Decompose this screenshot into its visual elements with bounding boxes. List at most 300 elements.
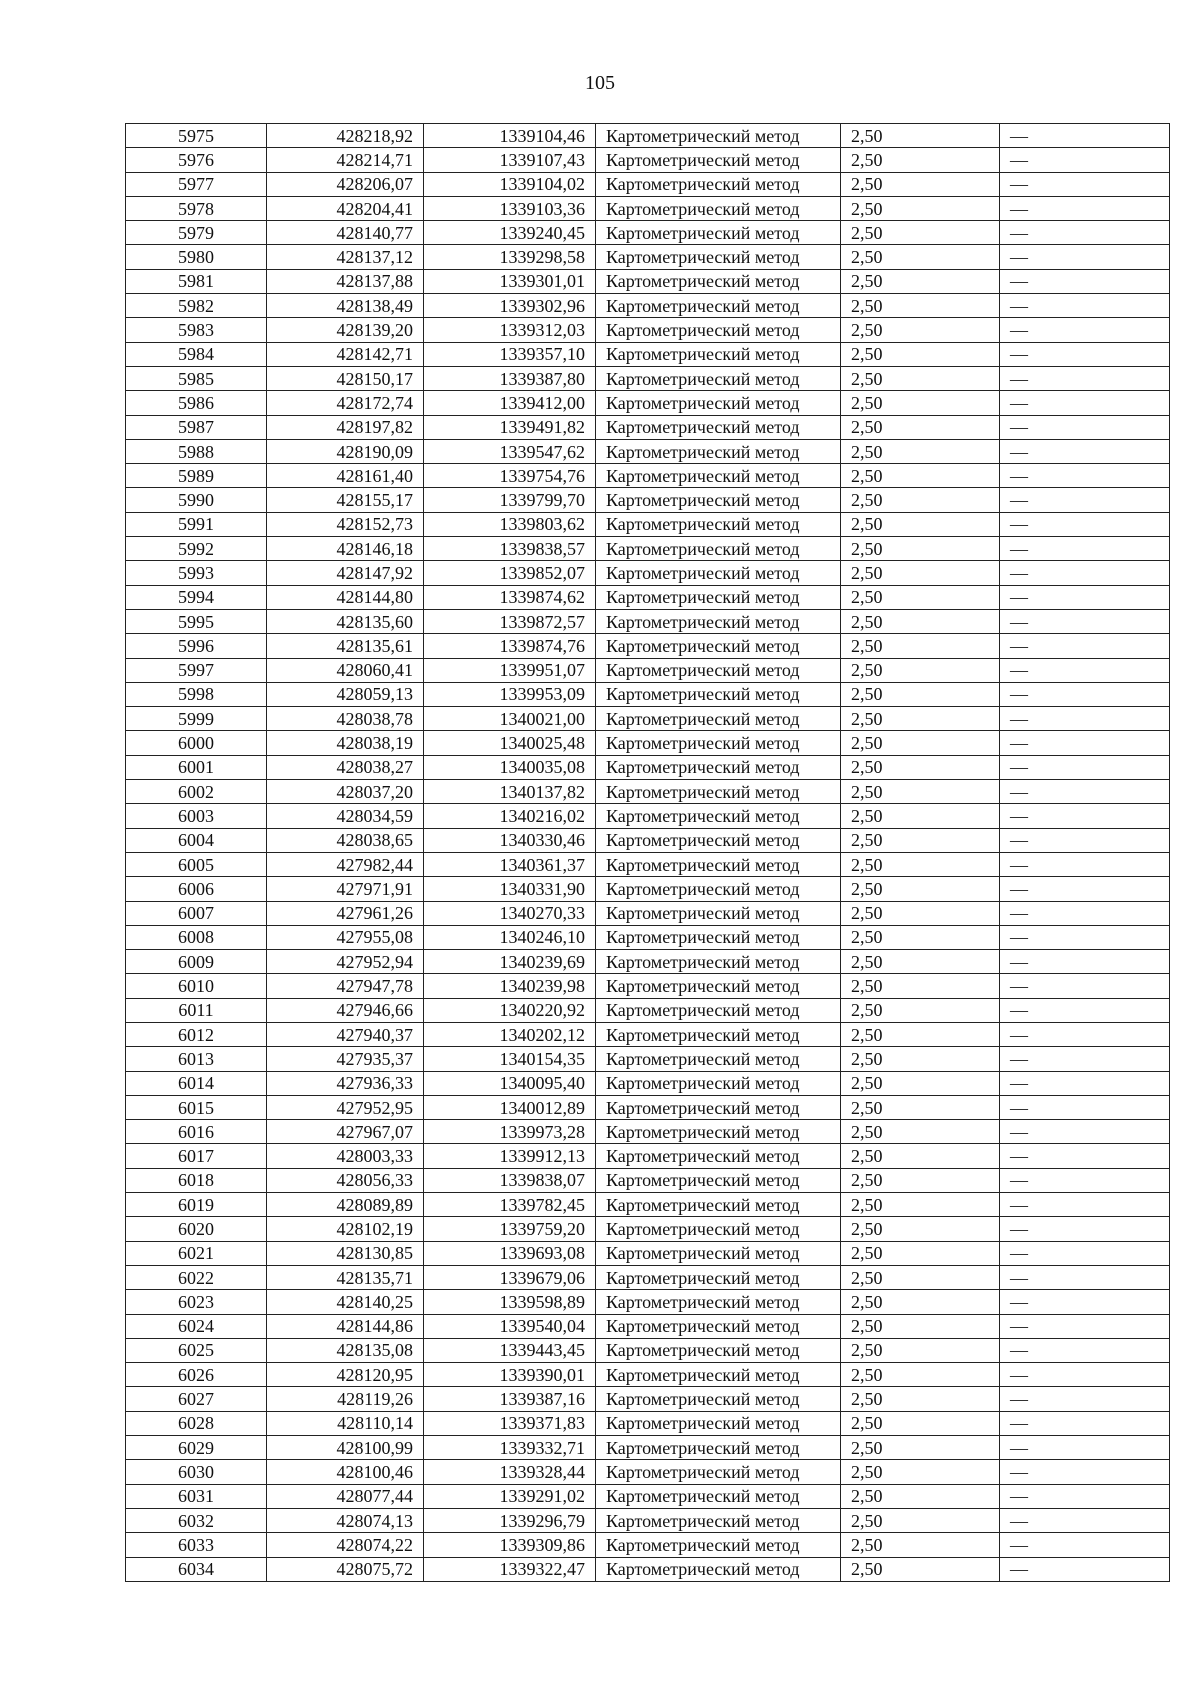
- description-cell: —: [1000, 634, 1170, 658]
- accuracy-cell: 2,50: [841, 512, 1000, 536]
- accuracy-cell: 2,50: [841, 464, 1000, 488]
- x-coordinate-cell: 428147,92: [267, 561, 424, 585]
- x-coordinate-cell: 428135,08: [267, 1338, 424, 1362]
- method-cell: Картометрический метод: [596, 1047, 841, 1071]
- table-row: [126, 1436, 1170, 1460]
- table-row: [126, 585, 1170, 609]
- accuracy-cell: 2,50: [841, 1217, 1000, 1241]
- accuracy-cell: 2,50: [841, 1241, 1000, 1265]
- table-row: [126, 148, 1170, 172]
- y-coordinate-cell: 1339874,76: [424, 634, 596, 658]
- description-cell: —: [1000, 1508, 1170, 1532]
- description-cell: —: [1000, 950, 1170, 974]
- description-cell: —: [1000, 974, 1170, 998]
- y-coordinate-cell: 1339387,80: [424, 366, 596, 390]
- x-coordinate-cell: 428135,60: [267, 609, 424, 633]
- table-row: [126, 221, 1170, 245]
- point-number-cell: 6016: [126, 1120, 267, 1144]
- accuracy-cell: 2,50: [841, 1460, 1000, 1484]
- method-cell: Картометрический метод: [596, 1120, 841, 1144]
- x-coordinate-cell: 428038,78: [267, 707, 424, 731]
- accuracy-cell: 2,50: [841, 682, 1000, 706]
- y-coordinate-cell: 1339302,96: [424, 294, 596, 318]
- point-number-cell: 6005: [126, 852, 267, 876]
- table-row: [126, 877, 1170, 901]
- description-cell: —: [1000, 1022, 1170, 1046]
- description-cell: —: [1000, 1533, 1170, 1557]
- method-cell: Картометрический метод: [596, 1193, 841, 1217]
- x-coordinate-cell: 428059,13: [267, 682, 424, 706]
- method-cell: Картометрический метод: [596, 755, 841, 779]
- accuracy-cell: 2,50: [841, 294, 1000, 318]
- x-coordinate-cell: 428056,33: [267, 1168, 424, 1192]
- accuracy-cell: 2,50: [841, 877, 1000, 901]
- accuracy-cell: 2,50: [841, 1484, 1000, 1508]
- method-cell: Картометрический метод: [596, 537, 841, 561]
- x-coordinate-cell: 427971,91: [267, 877, 424, 901]
- description-cell: —: [1000, 245, 1170, 269]
- point-number-cell: 6003: [126, 804, 267, 828]
- point-number-cell: 5992: [126, 537, 267, 561]
- point-number-cell: 6013: [126, 1047, 267, 1071]
- accuracy-cell: 2,50: [841, 1071, 1000, 1095]
- y-coordinate-cell: 1339240,45: [424, 221, 596, 245]
- x-coordinate-cell: 428075,72: [267, 1557, 424, 1581]
- y-coordinate-cell: 1339291,02: [424, 1484, 596, 1508]
- description-cell: —: [1000, 585, 1170, 609]
- y-coordinate-cell: 1340331,90: [424, 877, 596, 901]
- x-coordinate-cell: 428139,20: [267, 318, 424, 342]
- point-number-cell: 5975: [126, 124, 267, 148]
- method-cell: Картометрический метод: [596, 1095, 841, 1119]
- point-number-cell: 6002: [126, 780, 267, 804]
- accuracy-cell: 2,50: [841, 1168, 1000, 1192]
- y-coordinate-cell: 1339387,16: [424, 1387, 596, 1411]
- table-row: [126, 196, 1170, 220]
- method-cell: Картометрический метод: [596, 561, 841, 585]
- description-cell: —: [1000, 828, 1170, 852]
- accuracy-cell: 2,50: [841, 1387, 1000, 1411]
- accuracy-cell: 2,50: [841, 828, 1000, 852]
- method-cell: Картометрический метод: [596, 1557, 841, 1581]
- table-row: [126, 1120, 1170, 1144]
- table-row: [126, 1557, 1170, 1581]
- accuracy-cell: 2,50: [841, 658, 1000, 682]
- y-coordinate-cell: 1339328,44: [424, 1460, 596, 1484]
- accuracy-cell: 2,50: [841, 1144, 1000, 1168]
- point-number-cell: 5994: [126, 585, 267, 609]
- x-coordinate-cell: 428144,86: [267, 1314, 424, 1338]
- method-cell: Картометрический метод: [596, 1460, 841, 1484]
- x-coordinate-cell: 428204,41: [267, 196, 424, 220]
- point-number-cell: 5999: [126, 707, 267, 731]
- x-coordinate-cell: 428161,40: [267, 464, 424, 488]
- point-number-cell: 6012: [126, 1022, 267, 1046]
- y-coordinate-cell: 1339103,36: [424, 196, 596, 220]
- description-cell: —: [1000, 1241, 1170, 1265]
- x-coordinate-cell: 428206,07: [267, 172, 424, 196]
- method-cell: Картометрический метод: [596, 877, 841, 901]
- point-number-cell: 6032: [126, 1508, 267, 1532]
- description-cell: —: [1000, 1314, 1170, 1338]
- y-coordinate-cell: 1339693,08: [424, 1241, 596, 1265]
- accuracy-cell: 2,50: [841, 901, 1000, 925]
- method-cell: Картометрический метод: [596, 1290, 841, 1314]
- accuracy-cell: 2,50: [841, 1265, 1000, 1289]
- x-coordinate-cell: 427967,07: [267, 1120, 424, 1144]
- y-coordinate-cell: 1339852,07: [424, 561, 596, 585]
- table-row: [126, 512, 1170, 536]
- accuracy-cell: 2,50: [841, 1314, 1000, 1338]
- method-cell: Картометрический метод: [596, 1411, 841, 1435]
- table-row: [126, 755, 1170, 779]
- accuracy-cell: 2,50: [841, 221, 1000, 245]
- y-coordinate-cell: 1339322,47: [424, 1557, 596, 1581]
- accuracy-cell: 2,50: [841, 950, 1000, 974]
- method-cell: Картометрический метод: [596, 391, 841, 415]
- y-coordinate-cell: 1339443,45: [424, 1338, 596, 1362]
- table-row: [126, 925, 1170, 949]
- description-cell: —: [1000, 1387, 1170, 1411]
- point-number-cell: 6034: [126, 1557, 267, 1581]
- table-row: [126, 1047, 1170, 1071]
- x-coordinate-cell: 428110,14: [267, 1411, 424, 1435]
- point-number-cell: 5996: [126, 634, 267, 658]
- y-coordinate-cell: 1340330,46: [424, 828, 596, 852]
- accuracy-cell: 2,50: [841, 391, 1000, 415]
- method-cell: Картометрический метод: [596, 1071, 841, 1095]
- method-cell: Картометрический метод: [596, 682, 841, 706]
- point-number-cell: 6001: [126, 755, 267, 779]
- table-row: [126, 1484, 1170, 1508]
- point-number-cell: 6031: [126, 1484, 267, 1508]
- page-number: 105: [585, 72, 615, 94]
- x-coordinate-cell: 428089,89: [267, 1193, 424, 1217]
- x-coordinate-cell: 428137,88: [267, 269, 424, 293]
- method-cell: Картометрический метод: [596, 342, 841, 366]
- x-coordinate-cell: 428197,82: [267, 415, 424, 439]
- y-coordinate-cell: 1340137,82: [424, 780, 596, 804]
- accuracy-cell: 2,50: [841, 318, 1000, 342]
- description-cell: —: [1000, 196, 1170, 220]
- description-cell: —: [1000, 1460, 1170, 1484]
- accuracy-cell: 2,50: [841, 196, 1000, 220]
- point-number-cell: 6026: [126, 1363, 267, 1387]
- y-coordinate-cell: 1339679,06: [424, 1265, 596, 1289]
- description-cell: —: [1000, 852, 1170, 876]
- table-row: [126, 1193, 1170, 1217]
- y-coordinate-cell: 1339371,83: [424, 1411, 596, 1435]
- method-cell: Картометрический метод: [596, 780, 841, 804]
- x-coordinate-cell: 428214,71: [267, 148, 424, 172]
- accuracy-cell: 2,50: [841, 1095, 1000, 1119]
- x-coordinate-cell: 428218,92: [267, 124, 424, 148]
- description-cell: —: [1000, 1557, 1170, 1581]
- method-cell: Картометрический метод: [596, 852, 841, 876]
- point-number-cell: 5998: [126, 682, 267, 706]
- description-cell: —: [1000, 658, 1170, 682]
- x-coordinate-cell: 428140,25: [267, 1290, 424, 1314]
- point-number-cell: 6023: [126, 1290, 267, 1314]
- table-row: [126, 1338, 1170, 1362]
- point-number-cell: 5982: [126, 294, 267, 318]
- x-coordinate-cell: 428146,18: [267, 537, 424, 561]
- table-row: [126, 901, 1170, 925]
- method-cell: Картометрический метод: [596, 1265, 841, 1289]
- description-cell: —: [1000, 172, 1170, 196]
- y-coordinate-cell: 1339754,76: [424, 464, 596, 488]
- x-coordinate-cell: 428119,26: [267, 1387, 424, 1411]
- x-coordinate-cell: 428077,44: [267, 1484, 424, 1508]
- x-coordinate-cell: 428135,61: [267, 634, 424, 658]
- y-coordinate-cell: 1340202,12: [424, 1022, 596, 1046]
- point-number-cell: 5984: [126, 342, 267, 366]
- accuracy-cell: 2,50: [841, 998, 1000, 1022]
- description-cell: —: [1000, 391, 1170, 415]
- accuracy-cell: 2,50: [841, 415, 1000, 439]
- y-coordinate-cell: 1339412,00: [424, 391, 596, 415]
- description-cell: —: [1000, 755, 1170, 779]
- method-cell: Картометрический метод: [596, 148, 841, 172]
- point-number-cell: 6004: [126, 828, 267, 852]
- point-number-cell: 6009: [126, 950, 267, 974]
- point-number-cell: 6017: [126, 1144, 267, 1168]
- method-cell: Картометрический метод: [596, 1363, 841, 1387]
- description-cell: —: [1000, 1071, 1170, 1095]
- table-row: [126, 1241, 1170, 1265]
- y-coordinate-cell: 1340025,48: [424, 731, 596, 755]
- table-row: [126, 294, 1170, 318]
- table-row: [126, 1022, 1170, 1046]
- method-cell: Картометрический метод: [596, 1387, 841, 1411]
- x-coordinate-cell: 427952,94: [267, 950, 424, 974]
- table-row: [126, 634, 1170, 658]
- description-cell: —: [1000, 925, 1170, 949]
- method-cell: Картометрический метод: [596, 1022, 841, 1046]
- point-number-cell: 5993: [126, 561, 267, 585]
- method-cell: Картометрический метод: [596, 124, 841, 148]
- accuracy-cell: 2,50: [841, 1533, 1000, 1557]
- table-row: [126, 828, 1170, 852]
- x-coordinate-cell: 427947,78: [267, 974, 424, 998]
- table-row: [126, 172, 1170, 196]
- description-cell: —: [1000, 415, 1170, 439]
- description-cell: —: [1000, 1095, 1170, 1119]
- accuracy-cell: 2,50: [841, 124, 1000, 148]
- accuracy-cell: 2,50: [841, 172, 1000, 196]
- description-cell: —: [1000, 439, 1170, 463]
- x-coordinate-cell: 428150,17: [267, 366, 424, 390]
- y-coordinate-cell: 1339301,01: [424, 269, 596, 293]
- description-cell: —: [1000, 780, 1170, 804]
- accuracy-cell: 2,50: [841, 634, 1000, 658]
- point-number-cell: 5989: [126, 464, 267, 488]
- description-cell: —: [1000, 707, 1170, 731]
- table-row: [126, 1508, 1170, 1532]
- accuracy-cell: 2,50: [841, 609, 1000, 633]
- point-number-cell: 6029: [126, 1436, 267, 1460]
- accuracy-cell: 2,50: [841, 1193, 1000, 1217]
- accuracy-cell: 2,50: [841, 731, 1000, 755]
- x-coordinate-cell: 428138,49: [267, 294, 424, 318]
- y-coordinate-cell: 1340220,92: [424, 998, 596, 1022]
- method-cell: Картометрический метод: [596, 294, 841, 318]
- point-number-cell: 6015: [126, 1095, 267, 1119]
- x-coordinate-cell: 428190,09: [267, 439, 424, 463]
- point-number-cell: 6018: [126, 1168, 267, 1192]
- method-cell: Картометрический метод: [596, 1338, 841, 1362]
- description-cell: —: [1000, 342, 1170, 366]
- table-row: [126, 1217, 1170, 1241]
- description-cell: —: [1000, 1265, 1170, 1289]
- y-coordinate-cell: 1339357,10: [424, 342, 596, 366]
- point-number-cell: 6020: [126, 1217, 267, 1241]
- accuracy-cell: 2,50: [841, 925, 1000, 949]
- accuracy-cell: 2,50: [841, 755, 1000, 779]
- y-coordinate-cell: 1340035,08: [424, 755, 596, 779]
- description-cell: —: [1000, 512, 1170, 536]
- accuracy-cell: 2,50: [841, 148, 1000, 172]
- table-row: [126, 488, 1170, 512]
- y-coordinate-cell: 1340095,40: [424, 1071, 596, 1095]
- y-coordinate-cell: 1339838,57: [424, 537, 596, 561]
- x-coordinate-cell: 428034,59: [267, 804, 424, 828]
- table-row: [126, 974, 1170, 998]
- table-row: [126, 1144, 1170, 1168]
- description-cell: —: [1000, 148, 1170, 172]
- point-number-cell: 6030: [126, 1460, 267, 1484]
- x-coordinate-cell: 428137,12: [267, 245, 424, 269]
- method-cell: Картометрический метод: [596, 245, 841, 269]
- method-cell: Картометрический метод: [596, 1533, 841, 1557]
- y-coordinate-cell: 1339759,20: [424, 1217, 596, 1241]
- method-cell: Картометрический метод: [596, 366, 841, 390]
- method-cell: Картометрический метод: [596, 1168, 841, 1192]
- description-cell: —: [1000, 877, 1170, 901]
- point-number-cell: 6033: [126, 1533, 267, 1557]
- accuracy-cell: 2,50: [841, 1290, 1000, 1314]
- table-row: [126, 731, 1170, 755]
- x-coordinate-cell: 428037,20: [267, 780, 424, 804]
- method-cell: Картометрический метод: [596, 488, 841, 512]
- point-number-cell: 5981: [126, 269, 267, 293]
- x-coordinate-cell: 428102,19: [267, 1217, 424, 1241]
- y-coordinate-cell: 1339973,28: [424, 1120, 596, 1144]
- point-number-cell: 6027: [126, 1387, 267, 1411]
- point-number-cell: 6021: [126, 1241, 267, 1265]
- point-number-cell: 6007: [126, 901, 267, 925]
- x-coordinate-cell: 427946,66: [267, 998, 424, 1022]
- method-cell: Картометрический метод: [596, 1508, 841, 1532]
- point-number-cell: 5979: [126, 221, 267, 245]
- method-cell: Картометрический метод: [596, 585, 841, 609]
- table-row: [126, 561, 1170, 585]
- description-cell: —: [1000, 1290, 1170, 1314]
- description-cell: —: [1000, 901, 1170, 925]
- accuracy-cell: 2,50: [841, 245, 1000, 269]
- x-coordinate-cell: 427952,95: [267, 1095, 424, 1119]
- x-coordinate-cell: 428100,99: [267, 1436, 424, 1460]
- point-number-cell: 5988: [126, 439, 267, 463]
- table-row: [126, 804, 1170, 828]
- x-coordinate-cell: 428074,22: [267, 1533, 424, 1557]
- method-cell: Картометрический метод: [596, 634, 841, 658]
- description-cell: —: [1000, 731, 1170, 755]
- table-row: [126, 707, 1170, 731]
- method-cell: Картометрический метод: [596, 318, 841, 342]
- y-coordinate-cell: 1339951,07: [424, 658, 596, 682]
- x-coordinate-cell: 427955,08: [267, 925, 424, 949]
- method-cell: Картометрический метод: [596, 658, 841, 682]
- method-cell: Картометрический метод: [596, 1144, 841, 1168]
- description-cell: —: [1000, 1193, 1170, 1217]
- table-row: [126, 439, 1170, 463]
- accuracy-cell: 2,50: [841, 1120, 1000, 1144]
- table-row: [126, 998, 1170, 1022]
- description-cell: —: [1000, 609, 1170, 633]
- point-number-cell: 5997: [126, 658, 267, 682]
- x-coordinate-cell: 427940,37: [267, 1022, 424, 1046]
- x-coordinate-cell: 428130,85: [267, 1241, 424, 1265]
- description-cell: —: [1000, 294, 1170, 318]
- x-coordinate-cell: 428003,33: [267, 1144, 424, 1168]
- table-row: [126, 269, 1170, 293]
- accuracy-cell: 2,50: [841, 707, 1000, 731]
- table-row: [126, 464, 1170, 488]
- description-cell: —: [1000, 998, 1170, 1022]
- table-row: [126, 852, 1170, 876]
- table-row: [126, 609, 1170, 633]
- table-row: [126, 1314, 1170, 1338]
- description-cell: —: [1000, 1120, 1170, 1144]
- x-coordinate-cell: 428100,46: [267, 1460, 424, 1484]
- description-cell: —: [1000, 318, 1170, 342]
- method-cell: Картометрический метод: [596, 804, 841, 828]
- method-cell: Картометрический метод: [596, 901, 841, 925]
- table-row: [126, 1168, 1170, 1192]
- description-cell: —: [1000, 804, 1170, 828]
- y-coordinate-cell: 1339309,86: [424, 1533, 596, 1557]
- description-cell: —: [1000, 464, 1170, 488]
- description-cell: —: [1000, 1363, 1170, 1387]
- y-coordinate-cell: 1339912,13: [424, 1144, 596, 1168]
- y-coordinate-cell: 1339782,45: [424, 1193, 596, 1217]
- point-number-cell: 6010: [126, 974, 267, 998]
- table-row: [126, 1533, 1170, 1557]
- table-row: [126, 780, 1170, 804]
- description-cell: —: [1000, 124, 1170, 148]
- table-row: [126, 537, 1170, 561]
- x-coordinate-cell: 428152,73: [267, 512, 424, 536]
- accuracy-cell: 2,50: [841, 439, 1000, 463]
- method-cell: Картометрический метод: [596, 1436, 841, 1460]
- accuracy-cell: 2,50: [841, 488, 1000, 512]
- x-coordinate-cell: 428172,74: [267, 391, 424, 415]
- x-coordinate-cell: 428120,95: [267, 1363, 424, 1387]
- y-coordinate-cell: 1339298,58: [424, 245, 596, 269]
- description-cell: —: [1000, 221, 1170, 245]
- point-number-cell: 5986: [126, 391, 267, 415]
- table-row: [126, 950, 1170, 974]
- x-coordinate-cell: 428060,41: [267, 658, 424, 682]
- description-cell: —: [1000, 1338, 1170, 1362]
- accuracy-cell: 2,50: [841, 537, 1000, 561]
- method-cell: Картометрический метод: [596, 464, 841, 488]
- accuracy-cell: 2,50: [841, 269, 1000, 293]
- description-cell: —: [1000, 1411, 1170, 1435]
- table-row: [126, 124, 1170, 148]
- y-coordinate-cell: 1339838,07: [424, 1168, 596, 1192]
